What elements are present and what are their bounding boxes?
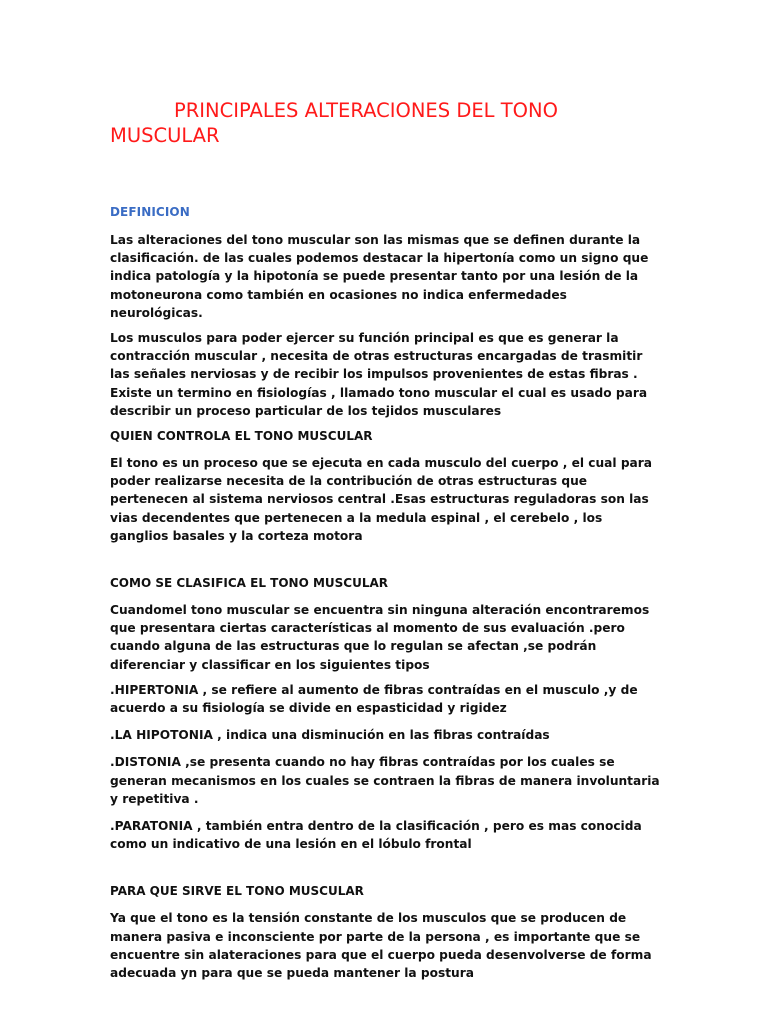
paragraph-hipotonia: .LA HIPOTONIA , indica una disminución en las fibras contraídas [110,728,550,743]
paragraph-paratonia: .PARATONIA , también entra dentro de la clasificación , pero es mas conocida como un indicativo de una lesión en el lóbulo frontal [110,819,642,852]
paragraph-distonia: .DISTONIA ,se presenta cuando no hay fibras contraídas por los cuales se generan mecanismos en los cuales se contraen la fibras de manera involuntaria y repetitiva . [110,755,660,806]
paragraph-hipertonia: .HIPERTONIA , se refiere al aumento de fibras contraídas en el musculo ,y de acuerdo a su fisiología se divide en espasticidad y rigidez [110,682,638,716]
title-line-1: PRINCIPALES ALTERACIONES DEL TONO [174,99,558,122]
paragraph-definicion-1: Las alteraciones del tono muscular son las mismas que se definen durante la clasificación. de las cuales podemos destacar la hipertonía como un signo que indica patología y la hipotonía se puede presentar tanto por una lesión de la motoneurona como también en ocasiones no indica enfermedades neurológicas. [110,233,649,320]
paragraph-como-1: Cuandomel tono muscular se encuentra sin ninguna alteración encontraremos que presentara ciertas características al momento de sus evaluación .pero cuando alguna de las estructuras que lo regulan se afectan ,se podrán diferenciar y classificar en los siguientes tipos [110,603,650,672]
section-heading-definicion: DEFINICION [110,205,190,219]
section-heading-quien: QUIEN CONTROLA EL TONO MUSCULAR [110,429,373,444]
paragraph-quien-1: El tono es un proceso que se ejecuta en cada musculo del cuerpo , el cual para poder realizarse necesita de la contribución de otras estructuras que pertenecen al sistema nerviosos central .Esas estructuras reguladoras son las vias decendentes que pertenecen a la medula espinal , el cerebelo , los ganglios basales y la corteza motora [110,456,653,543]
paragraph-para-1: Ya que el tono es la tensión constante de los musculos que se producen de manera pasiva e inconsciente por parte de la persona , es importante que se encuentre sin alateraciones para que el cuerpo pueda desenvolverse de forma adecuada yn para que se pueda mantener la postura [110,911,652,981]
section-heading-para: PARA QUE SIRVE EL TONO MUSCULAR [110,884,364,899]
title-line-2: MUSCULAR [110,124,220,147]
paragraph-definicion-2: Los musculos para poder ejercer su función principal es que es generar la contracción muscular , necesita de otras estructuras encargadas de trasmitir las señales nerviosas y de recibir los impulsos provenientes de estas fibras . Existe un termino en fisiologías , llamado tono muscular el cual es usado para describir un proceso particular de los tejidos musculares [110,331,648,418]
section-heading-como: COMO SE CLASIFICA EL TONO MUSCULAR [110,576,389,591]
document-title [110,98,660,148]
